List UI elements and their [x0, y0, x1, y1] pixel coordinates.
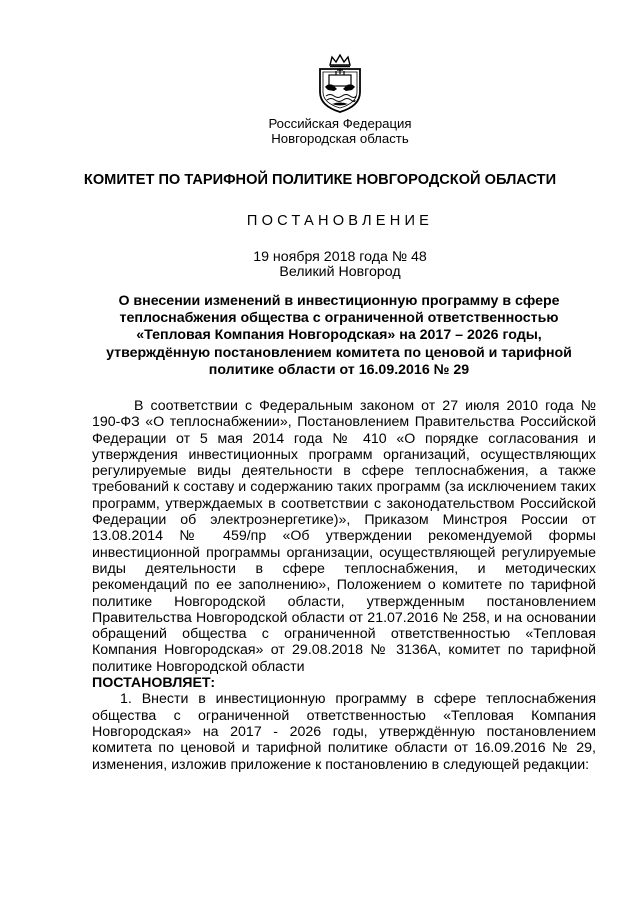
- document-type: ПОСТАНОВЛЕНИЕ: [246, 213, 434, 229]
- document-date-number: 19 ноября 2018 года № 48: [253, 249, 427, 265]
- document-city: Великий Новгород: [279, 264, 401, 280]
- country-label: Российская Федерация: [268, 116, 412, 131]
- document-subject: О внесении изменений в инвестиционную программу в сфере теплоснабжения общества с ограниченной ответственностью «Тепловая Компания Новгородская» на 2017 – 2026 годы, утверждённую постановлением комитета по ценовой и тарифной политике области от 16.09.2016 № 29: [106, 293, 572, 378]
- region-label: Новгородская область: [271, 131, 409, 146]
- coat-of-arms-icon: [314, 54, 366, 114]
- committee-title: КОМИТЕТ ПО ТАРИФНОЙ ПОЛИТИКЕ НОВГОРОДСКОЙ ОБЛАСТИ: [83, 172, 557, 188]
- document-body: [92, 398, 596, 773]
- preamble-paragraph: В соответствии с Федеральным законом от 27 июля 2010 года № 190-ФЗ «О теплоснабжении», Постановлением Правительства Российской Федерации от 5 мая 2014 года № 410 «О порядке согласования и утверждения инвестиционных программ организаций, осуществляющих регулируемые виды деятельности в сфере теплоснабжения, а также требований к составу и содержанию таких программ (за исключением таких программ, утверждаемых в соответствии с законодательством Российской Федерации об электроэнергетике)», Приказом Минстроя России от 13.08.2014 № 459/пр «Об утверждении рекомендуемой формы инвестиционной программы организации, осуществляющей регулируемые виды деятельности в сфере теплоснабжения, и методических рекомендаций по ее заполнению», Положением о комитете по тарифной политике Новгородской области, утвержденным постановлением Правительства Новгородской области от 21.07.2016 № 258, и на основании обращений общества с ограниченной ответственностью «Тепловая Компания Новгородская» от 29.08.2018 № 3136А, комитет по тарифной политике Новгородской области: [92, 398, 596, 675]
- decision-paragraph-1: 1. Внести в инвестиционную программу в сфере теплоснабжения общества с ограниченной ответственностью «Тепловая Компания Новгородская» на 2017 - 2026 годы, утверждённую постановлением комитета по ценовой и тарифной политике области от 16.09.2016 № 29, изменения, изложив приложение к постановлению в следующей редакции:: [92, 691, 596, 773]
- decree-heading: ПОСТАНОВЛЯЕТ:: [92, 675, 216, 692]
